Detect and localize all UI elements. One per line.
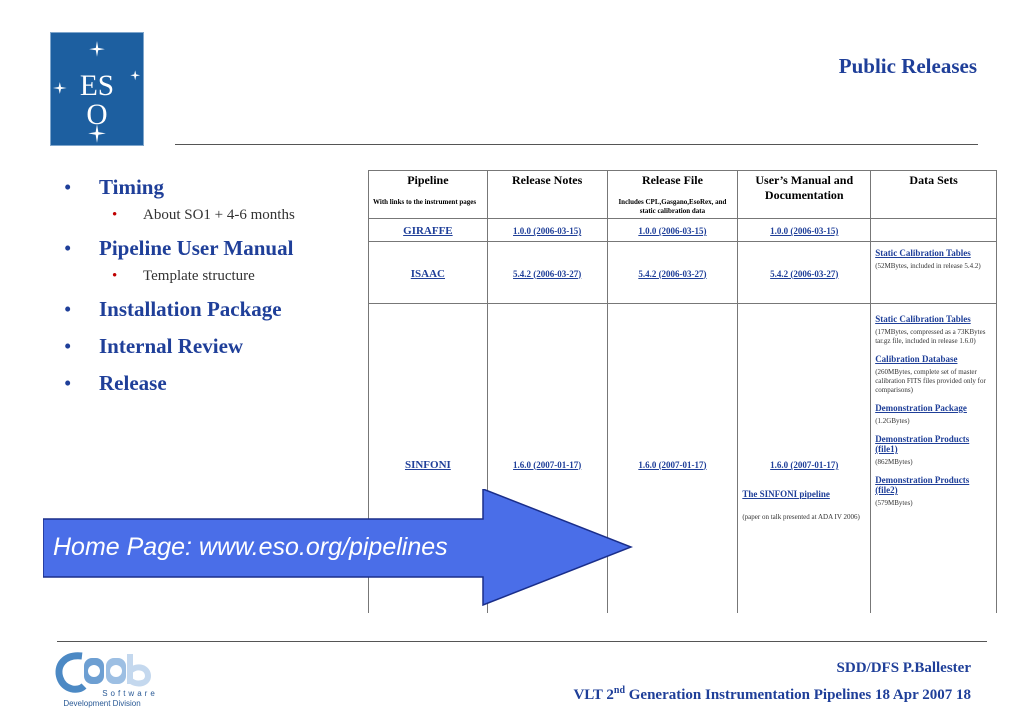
- link-sinfoni-static-calib[interactable]: Static Calibration Tables: [875, 314, 971, 324]
- note-sinfoni-calib-db: (260MBytes, complete set of master calibration FITS files provided only for comparisons): [875, 368, 986, 394]
- note-sinfoni-demo-package: (1.2GBytes): [875, 417, 910, 425]
- link-sinfoni-calib-db[interactable]: Calibration Database: [875, 354, 958, 364]
- note-isaac-static-calib: (52MBytes, included in release 5.4.2): [875, 262, 981, 270]
- link-sinfoni-demo-file2[interactable]: Demonstration Products (file2): [875, 475, 970, 495]
- link-giraffe-file[interactable]: 1.0.0 (2006-03-15): [638, 226, 707, 236]
- link-giraffe-manual[interactable]: 1.0.0 (2006-03-15): [770, 226, 839, 236]
- eso-logo: [50, 32, 144, 146]
- link-sinfoni-demo-file1[interactable]: Demonstration Products (file1): [875, 434, 970, 454]
- header-release-notes: Release Notes: [487, 171, 607, 219]
- link-isaac-static-calib[interactable]: Static Calibration Tables: [875, 248, 971, 258]
- link-sinfoni[interactable]: SINFONI: [404, 458, 451, 471]
- note-sinfoni-demo-file2: (579MBytes): [875, 499, 913, 507]
- link-sinfoni-notes[interactable]: 1.6.0 (2007-01-17): [513, 459, 582, 470]
- link-sinfoni-pipeline-paper[interactable]: The SINFONI pipeline: [742, 489, 830, 499]
- sub-bullet-timing: • About SO1 + 4-6 months: [64, 206, 364, 224]
- bullet-installation: • Installation Package: [64, 297, 364, 321]
- header-data-sets: Data Sets: [871, 171, 997, 219]
- link-isaac-file[interactable]: 5.4.2 (2006-03-27): [638, 268, 707, 279]
- link-isaac-notes[interactable]: 5.4.2 (2006-03-27): [513, 268, 582, 279]
- note-sinfoni-demo-file1: (862MBytes): [875, 458, 913, 466]
- sdd-logo-software: Software: [102, 689, 158, 698]
- bullet-release: • Release: [64, 371, 364, 395]
- header-release-file: Release File Includes CPL,Gasgano,EsoRex, and static calibration data: [607, 171, 738, 219]
- link-sinfoni-file[interactable]: 1.6.0 (2007-01-17): [638, 459, 707, 470]
- bullet-review: • Internal Review: [64, 334, 364, 358]
- bullet-user-manual: • Pipeline User Manual: [64, 236, 364, 260]
- link-sinfoni-demo-package[interactable]: Demonstration Package: [875, 403, 967, 413]
- note-sinfoni-static-calib: (17MBytes, compressed as a 73KBytes tar.gz file, included in release 1.6.0): [875, 328, 986, 345]
- title-divider: [175, 144, 978, 145]
- footer-author: SDD/DFS P.Ballester: [836, 660, 971, 676]
- header-pipeline: Pipeline With links to the instrument pages: [369, 171, 488, 219]
- logo-text-es: ES: [79, 69, 115, 102]
- home-page-callout: Home Page: www.eso.org/pipelines: [53, 533, 448, 561]
- link-isaac-manual[interactable]: 5.4.2 (2006-03-27): [770, 268, 839, 279]
- footer-divider: [57, 641, 987, 642]
- page-title: Public Releases: [838, 54, 977, 78]
- table-row: [369, 219, 997, 242]
- sdd-logo-division: Development Division: [63, 699, 141, 708]
- link-sinfoni-manual[interactable]: 1.6.0 (2007-01-17): [770, 460, 839, 470]
- link-giraffe[interactable]: GIRAFFE: [403, 225, 453, 237]
- sub-bullet-user-manual: • Template structure: [64, 267, 364, 285]
- sdd-logo: [50, 648, 162, 708]
- header-manual: User’s Manual and Documentation: [738, 171, 871, 219]
- table-header-row: [369, 171, 997, 219]
- footer-event: VLT 2nd Generation Instrumentation Pipelines 18 Apr 2007 18: [573, 685, 971, 703]
- note-sinfoni-paper: (paper on talk presented at ADA IV 2006): [742, 513, 860, 521]
- bullet-list: [64, 175, 364, 408]
- logo-text-o: O: [86, 99, 108, 132]
- bullet-timing: • Timing: [64, 175, 364, 199]
- link-isaac[interactable]: ISAAC: [410, 267, 445, 280]
- link-giraffe-notes[interactable]: 1.0.0 (2006-03-15): [513, 226, 582, 236]
- table-row: [369, 242, 997, 304]
